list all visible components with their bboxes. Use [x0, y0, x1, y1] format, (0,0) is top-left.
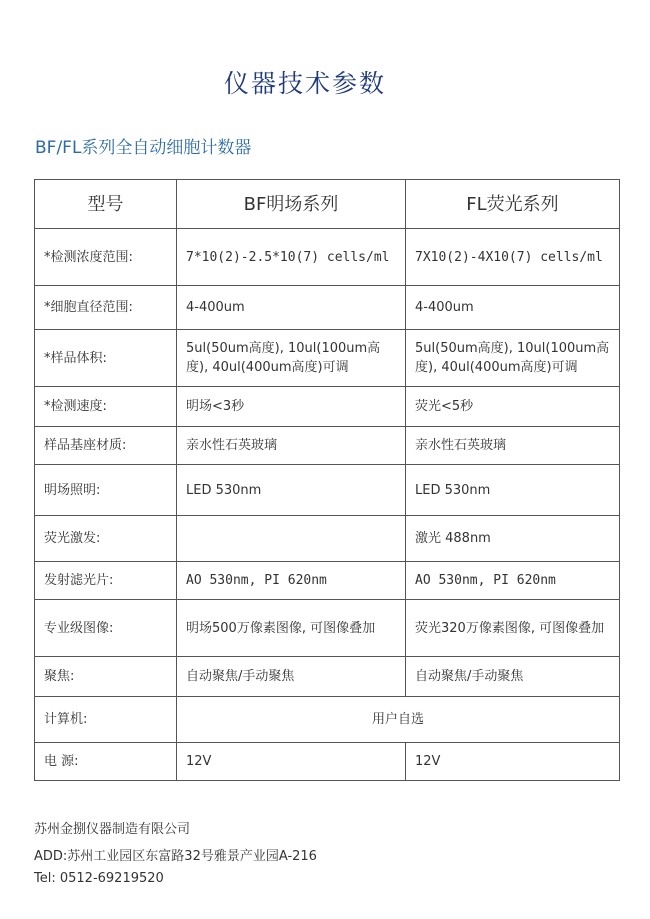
table-row [35, 657, 620, 697]
table-header-row [35, 180, 620, 229]
fl-value-cell: AO 530nm, PI 620nm [406, 562, 620, 600]
company-tel: Tel: 0512-69219520 [34, 871, 164, 886]
row-label: *检测速度: [35, 387, 177, 427]
bf-value-cell: 自动聚焦/手动聚焦 [177, 657, 406, 697]
row-label: 电 源: [35, 743, 177, 781]
fl-value-cell: 荧光<5秒 [406, 387, 620, 427]
bf-value-cell: AO 530nm, PI 620nm [177, 562, 406, 600]
spec-table [34, 179, 620, 781]
row-label: *细胞直径范围: [35, 286, 177, 330]
table-row [35, 229, 620, 286]
row-label: 样品基座材质: [35, 427, 177, 465]
fl-value-cell: 12V [406, 743, 620, 781]
fl-value-cell: 激光 488nm [406, 516, 620, 562]
company-name: 苏州金捌仪器制造有限公司 [34, 822, 191, 837]
table-row [35, 697, 620, 743]
header-bf-series: BF明场系列 [177, 180, 406, 229]
fl-value-cell: LED 530nm [406, 465, 620, 516]
bf-value-cell: 明场500万像素图像, 可图像叠加 [177, 600, 406, 657]
header-model: 型号 [35, 180, 177, 229]
table-row [35, 427, 620, 465]
bf-value-cell: 7*10(2)-2.5*10(7) cells/ml [177, 229, 406, 286]
fl-value-cell: 荧光320万像素图像, 可图像叠加 [406, 600, 620, 657]
row-label: 专业级图像: [35, 600, 177, 657]
bf-value-cell: 5ul(50um高度), 10ul(100um高度), 40ul(400um高度)可调 [177, 330, 406, 387]
table-row [35, 562, 620, 600]
bf-value-cell: 亲水性石英玻璃 [177, 427, 406, 465]
row-label: 聚焦: [35, 657, 177, 697]
row-label: 发射滤光片: [35, 562, 177, 600]
bf-value-cell: 明场<3秒 [177, 387, 406, 427]
company-address: ADD:苏州工业园区东富路32号雅景产业园A-216 [34, 849, 317, 864]
fl-value-cell: 5ul(50um高度), 10ul(100um高度), 40ul(400um高度)可调 [406, 330, 620, 387]
bf-value-cell [177, 516, 406, 562]
fl-value-cell: 亲水性石英玻璃 [406, 427, 620, 465]
row-label: 荧光激发: [35, 516, 177, 562]
merged-value-cell: 用户自选 [177, 697, 620, 743]
bf-value-cell: LED 530nm [177, 465, 406, 516]
fl-value-cell: 7X10(2)-4X10(7) cells/ml [406, 229, 620, 286]
bf-value-cell: 12V [177, 743, 406, 781]
table-row [35, 516, 620, 562]
row-label: 计算机: [35, 697, 177, 743]
row-label: 明场照明: [35, 465, 177, 516]
fl-value-cell: 自动聚焦/手动聚焦 [406, 657, 620, 697]
row-label: *样品体积: [35, 330, 177, 387]
table-row [35, 286, 620, 330]
header-fl-series: FL荧光系列 [406, 180, 620, 229]
table-row [35, 600, 620, 657]
table-row [35, 465, 620, 516]
bf-value-cell: 4-400um [177, 286, 406, 330]
page-title: 仪器技术参数 [223, 69, 386, 98]
table-row [35, 743, 620, 781]
table-row [35, 330, 620, 387]
row-label: *检测浓度范围: [35, 229, 177, 286]
table-row [35, 387, 620, 427]
fl-value-cell: 4-400um [406, 286, 620, 330]
product-series-subtitle: BF/FL系列全自动细胞计数器 [35, 138, 252, 158]
